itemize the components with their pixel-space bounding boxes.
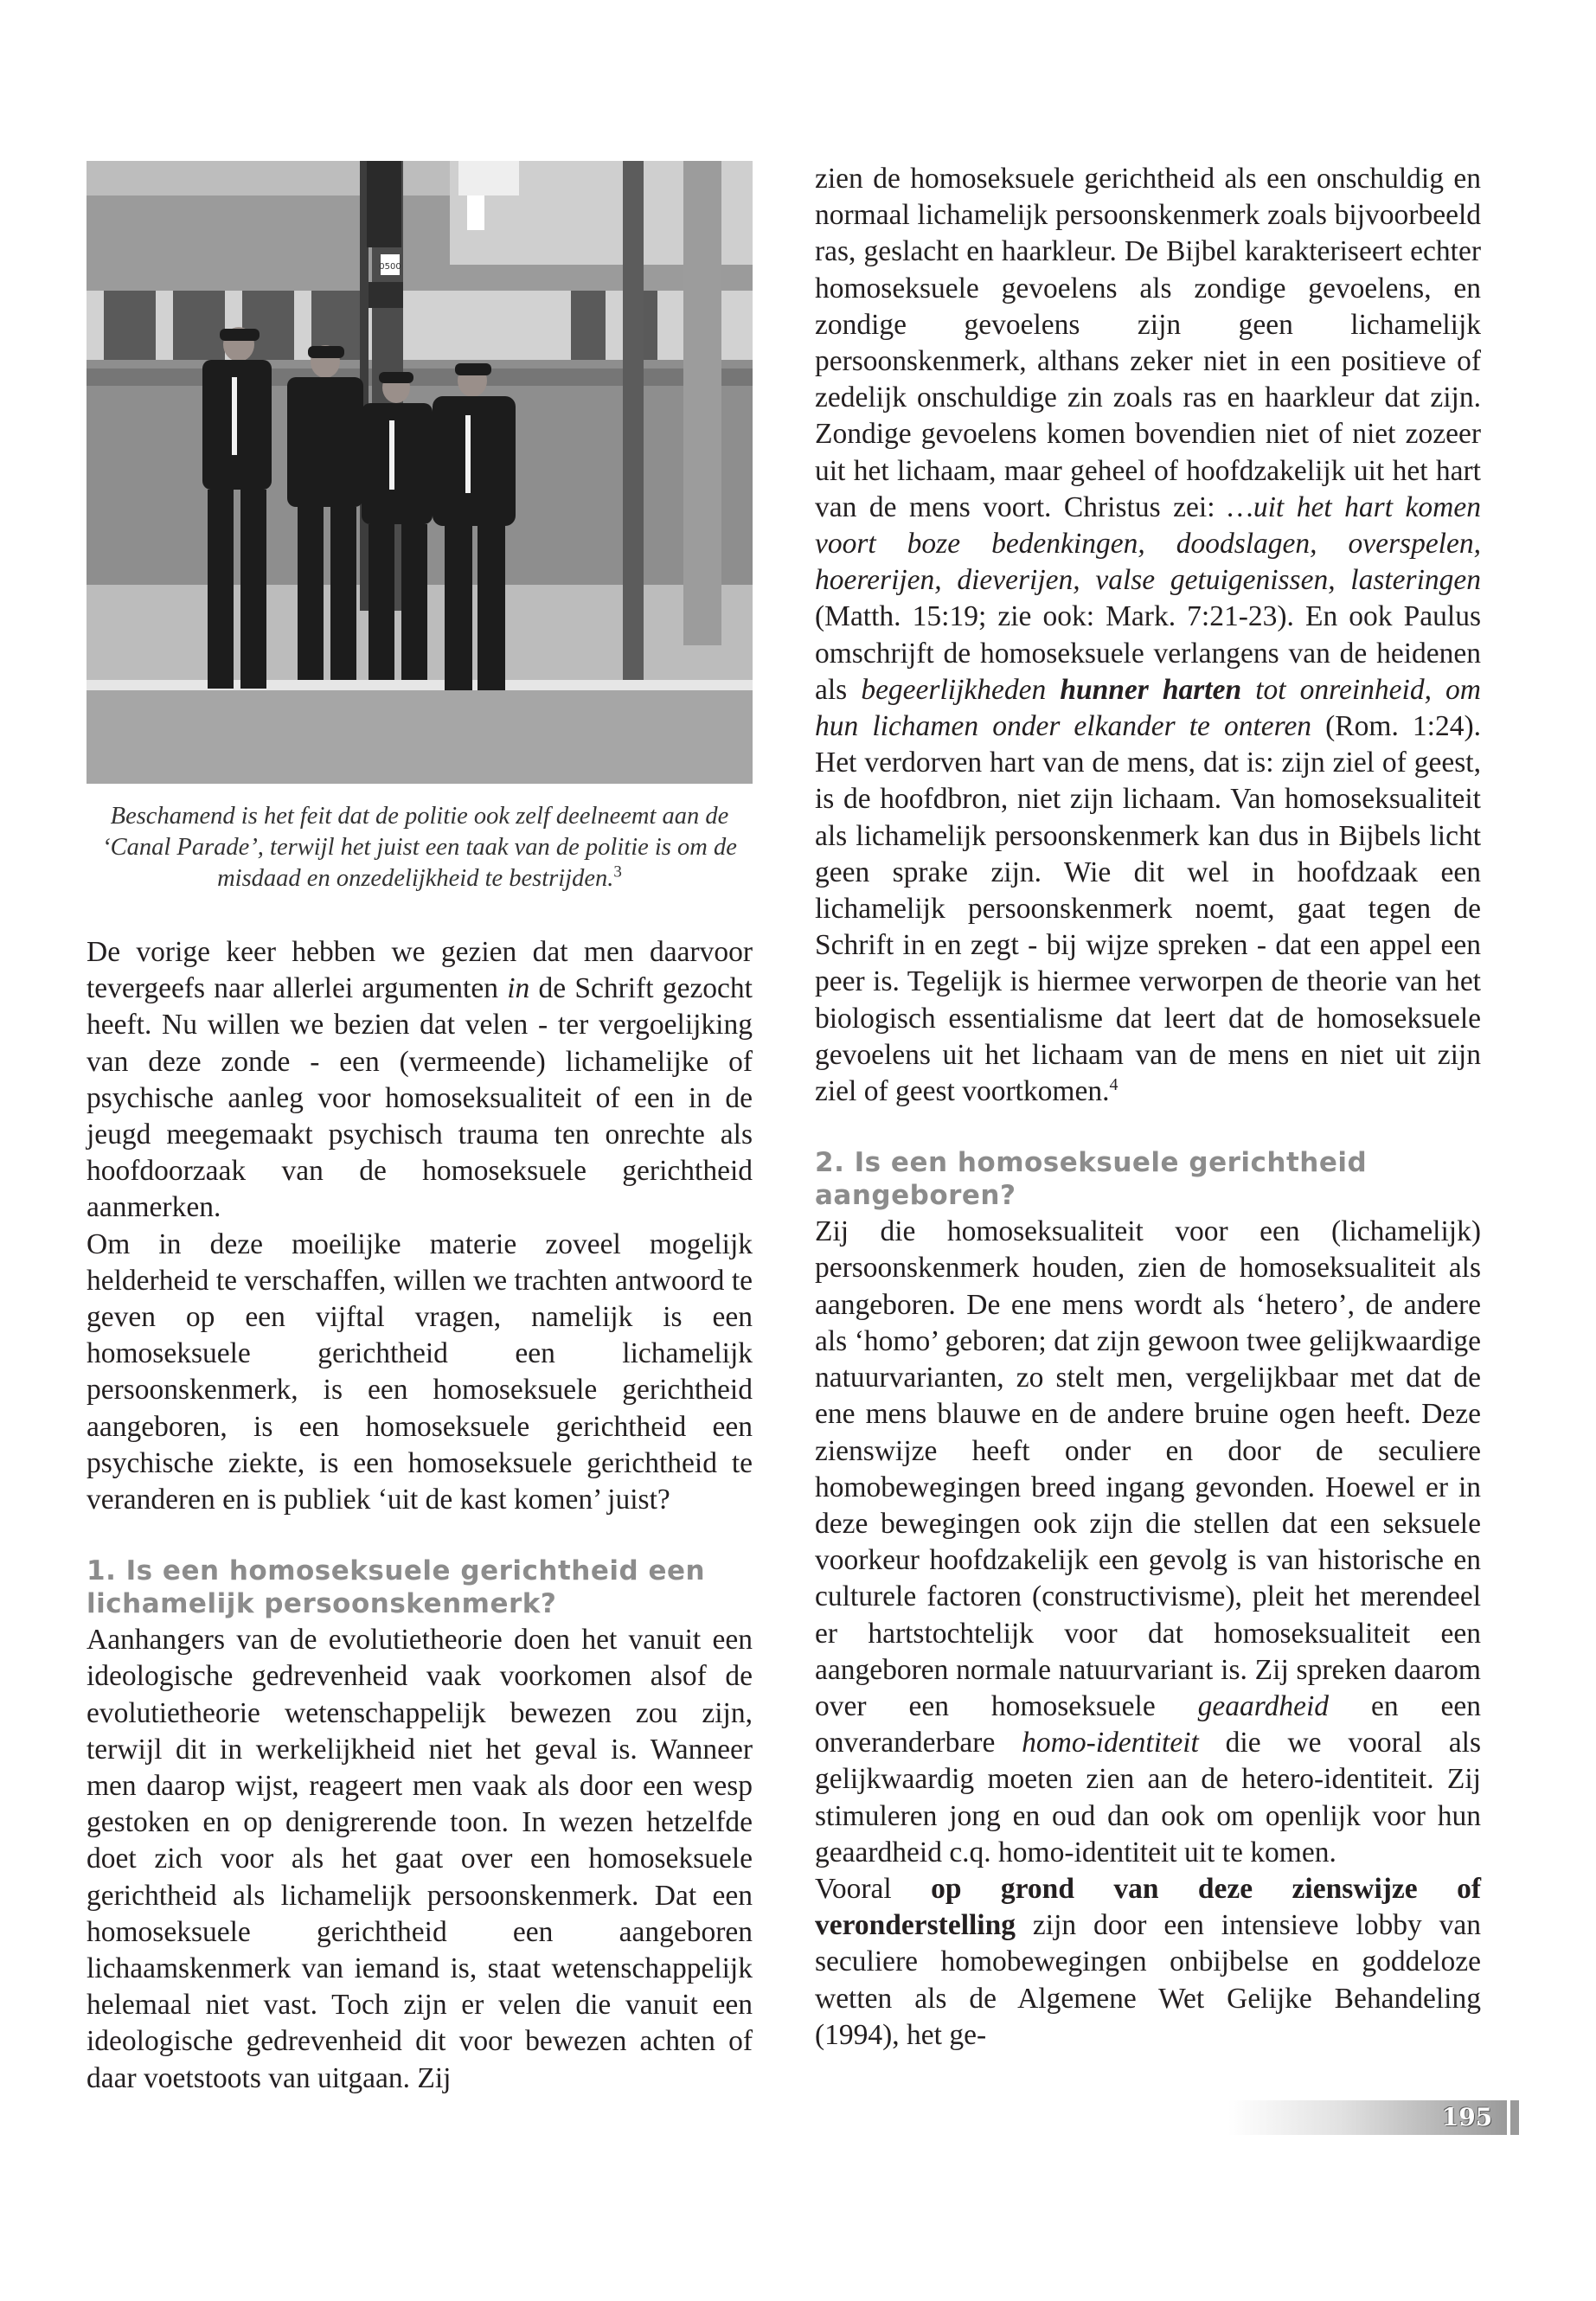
footnote-marker-4: 4 [1109, 1074, 1118, 1094]
left-paragraph-1: De vorige keer hebben we gezien dat men daarvoor tevergeefs naar allerlei argumenten in de Schrift gezocht heeft. Nu willen we bezien dat velen - ter vergoelijking van deze zonde - een (vermeende) lichamelijke of psychische aanleg voor homoseksualiteit of een in de jeugd meegemaakt psychisch trauma ten onrechte als hoofdoorzaak van de homoseksuele gerichtheid aanmerken. [87, 936, 753, 1224]
bible-quote-romans: begeerlijkheden [861, 673, 1061, 706]
police-photo-illustration [87, 161, 753, 784]
police-photo [87, 161, 753, 784]
caption-text: Beschamend is het feit dat de politie ook zelf deelneemt aan de ‘Canal Parade’, terwijl het juist een taak van de politie is om de misdaad en onzedelijkheid te bestrijden. [102, 803, 737, 892]
left-paragraph-2: Om in deze moeilijke materie zoveel mogelijk helderheid te verschaffen, willen we trachten antwoord te geven op een vijftal vragen, namelijk is een homoseksuele gerichtheid een lichamelijk persoonskenmerk, is een homoseksuele gerichtheid aangeboren, is een homoseksuele gerichtheid een psychische ziekte, is een homoseksuele gerichtheid te veranderen en is publiek ‘uit de kast komen’ juist? [87, 1227, 753, 1516]
bible-quote-matthew: …uit het hart komen voort boze bedenkingen, doodslagen, overspelen, hoererijen, dieverijen, valse getuigenissen, lasteringen [815, 490, 1481, 597]
section-heading-1: 1. Is een homoseksuele gerichtheid een lichamelijk persoonskenmerk? [87, 1555, 706, 1620]
right-paragraph-1: zien de homoseksuele gerichtheid als een onschuldig en normaal lichamelijk persoonskenmerk zoals bijvoorbeeld ras, geslacht en haarkleur. De Bijbel karakteriseert echter homoseksuele gevoelens als zondige gevoelens, en zondige gevoelens zijn geen lichamelijk persoonskenmerk, althans zeker niet in een positieve of zedelijk onschuldige zin zoals ras en haarkleur dat zijn. Zondige gevoelens komen bovendien niet of niet zozeer uit het lichaam, maar geheel of hoofdzakelijk uit het hart van de mens voort. Christus zei: …uit het hart komen voort boze bedenkingen, doodslagen, overspelen, hoererijen, dieverijen, valse getuigenissen, lasteringen (Matth. 15:19; zie ook: Mark. 7:21-23). En ook Paulus omschrijft de homoseksuele verlangens van de heidenen als begeerlijkheden hunner harten tot onreinheid, om hun lichamen onder elkander te onteren (Rom. 1:24). Het verdorven hart van de mens, dat is: zijn ziel of geest, is de hoofdbron, niet zijn lichaam. Van homoseksualiteit als lichamelijk persoonskenmerk kan dus in Bijbels licht geen sprake zijn. Wie dit wel in hoofdzaak een lichamelijk persoonskenmerk noemt, gaat tegen de Schrift in en zegt - bij wijze spreken - dat een appel een peer is. Tegelijk is hiermee verworpen de theorie van het biologisch essentialisme dat leert dat de homoseksuele gevoelens uit het lichaam van de mens en niet uit zijn ziel of geest voortkomen.$^4$ [815, 163, 1481, 1108]
right-paragraph-3: Vooral op grond van deze zienswijze of veronderstelling zijn door een intensieve lobby van seculiere homobewegingen onbijbelse en goddeloze wetten als de Algemene Wet Gelijke Behandeling (1994), het ge- [815, 1872, 1481, 2051]
right-paragraph-2: Zij die homoseksualiteit voor een (lichamelijk) persoonskenmerk houden, zien de homoseksualiteit als aangeboren. De ene mens wordt als ‘hetero’, de andere als ‘homo’ geboren; dat zijn gewoon twee gelijkwaardige natuurvarianten, zo stelt men, vergelijkbaar met dat de ene mens blauwe en de andere bruine ogen heeft. Deze zienswijze heeft onder en door de seculiere homobewegingen breed ingang gevonden. Hoewel er in deze bewegingen ook zijn die stellen dat een seksuele voorkeur hoofdzakelijk een gevolg is van historische en culturele factoren (constructivisme), pleit het merendeel er hartstochtelijk voor dat homoseksualiteit een aangeboren normale natuurvariant is. Zij spreken daarom over een homoseksuele geaardheid en een onveranderbare homo-identiteit die we vooral als gelijkwaardig moeten zien aan de hetero-identiteit. Zij stimuleren jong en oud dan ook om openlijk voor hun geaardheid c.q. homo-identiteit uit te komen. [815, 1215, 1482, 1868]
left-paragraph-3: Aanhangers van de evolutietheorie doen het vanuit een ideologische gedrevenheid vaak voorkomen alsof de evolutietheorie wetenschappelijk bewezen zou zijn, terwijl dit in werkelijkheid niet het geval is. Wanneer men daarop wijst, reageert men vaak als door een wesp gestoken en op denigrerende toon. In wezen hetzelfde doet zich voor als het gaat over een homoseksuele gerichtheid als lichamelijk persoonskenmerk. Dat een homoseksuele gerichtheid een aangeboren lichaamskenmerk van iemand is, staat wetenschappelijk helemaal niet vast. Toch zijn er velen die vanuit een ideologische gedrevenheid dit voor bewezen achten of daar voetstoots van uitgaan. Zij [87, 1624, 753, 2094]
left-column [87, 161, 753, 2097]
page-number: 195 [1441, 2103, 1493, 2131]
page-number-bar-end [1510, 2100, 1519, 2135]
photo-caption [87, 801, 753, 894]
traffic-light-sign: 0500 [379, 262, 401, 272]
section-heading-2: 2. Is een homoseksuele gerichtheid aangeboren? [815, 1147, 1368, 1212]
caption-footnote-marker: 3 [613, 862, 622, 881]
right-column [815, 161, 1481, 2054]
